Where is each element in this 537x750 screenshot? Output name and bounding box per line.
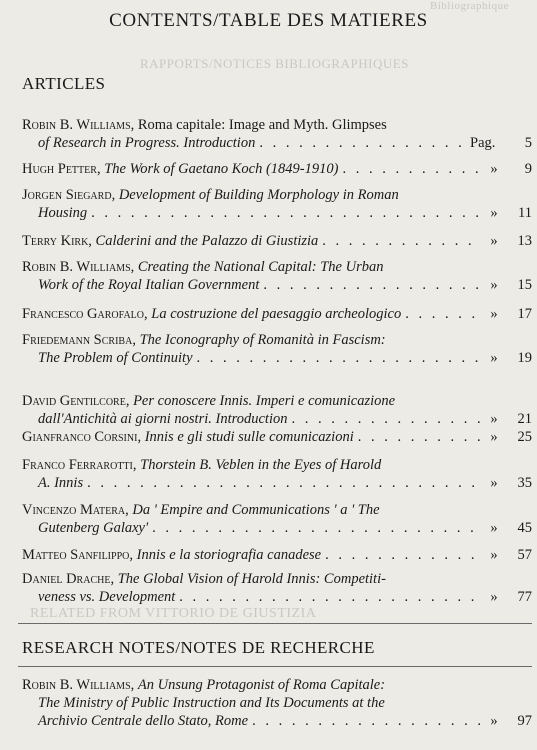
entry-author: Daniel Drache xyxy=(22,571,111,587)
section-heading-articles: ARTICLES xyxy=(22,74,106,93)
bleed-through-text: RELATED FROM VITTORIO DE GIUSTIZIA xyxy=(30,606,317,621)
entry-title: Roma capitale: Image and Myth. Glimpses xyxy=(137,117,387,133)
entry-title: The Global Vision of Harold Innis: Competiti- xyxy=(117,571,386,587)
entry-title: Housing xyxy=(38,205,88,221)
page-number: 11 xyxy=(518,205,532,221)
toc-entry: Terry Kirk , Calderini and the Palazzo di Giustizia . . . » 13 xyxy=(22,232,532,250)
entry-title: Calderini and the Palazzo di Giustizia xyxy=(95,233,319,249)
page-label: » xyxy=(490,233,498,249)
entry-title: The Iconography of Romanità in Fascism: xyxy=(139,332,386,348)
page-number: 21 xyxy=(517,411,532,427)
page-label: Pag. xyxy=(470,135,496,151)
entry-title: Da ' Empire and Communications ' a ' The xyxy=(132,502,380,518)
page-number: 25 xyxy=(517,429,532,445)
page-number: 17 xyxy=(517,306,532,322)
toc-entry: Franco Ferrarotti , Thorstein B. Veblen in the Eyes of Harold A. Innis . . . » 35 xyxy=(22,456,532,492)
page-title: CONTENTS/TABLE DES MATIERES xyxy=(109,10,428,31)
entry-author: Robin B. Williams xyxy=(22,117,131,133)
section-divider xyxy=(18,623,532,624)
entry-title: dall'Antichità ai giorni nostri. Introduction xyxy=(38,411,288,427)
page-label: » xyxy=(490,475,498,491)
page-number: 35 xyxy=(517,475,532,491)
toc-entry: Matteo Sanfilippo , Innis e la storiografia canadese . . . » 57 xyxy=(22,546,532,564)
toc-entry: Jorgen Siegard , Development of Building Morphology in Roman Housing . . . » 11 xyxy=(22,186,532,222)
entry-title: Creating the National Capital: The Urban xyxy=(137,259,384,275)
entry-author: Robin B. Williams xyxy=(22,259,131,275)
entry-title: An Unsung Protagonist of Roma Capitale: xyxy=(137,677,386,693)
toc-entry: David Gentilcore , Per conoscere Innis. Imperi e comunicazione dall'Antichità ai giorni nostri. Introduction . . . » 21 xyxy=(22,392,532,428)
page-label: » xyxy=(490,205,498,221)
toc-entry: Robin B. Williams , An Unsung Protagonist of Roma Capitale: The Ministry of Public Instruction and Its Documents at the Archivio Centrale dello Stato, Rome . . . » 97 xyxy=(22,676,532,730)
entry-title: of Research in Progress. Introduction xyxy=(38,135,256,151)
page-label: » xyxy=(490,277,498,293)
page-label: » xyxy=(490,161,498,177)
entry-author: Francesco Garofalo xyxy=(22,306,144,322)
page-label: » xyxy=(490,589,498,605)
entry-author: Terry Kirk xyxy=(22,233,89,249)
page-label: » xyxy=(490,306,498,322)
entry-title: Development of Building Morphology in Roman xyxy=(118,187,399,203)
page-label: » xyxy=(490,350,498,366)
page-number: 9 xyxy=(524,161,532,177)
page-number: 13 xyxy=(517,233,532,249)
toc-entry: Friedemann Scriba , The Iconography of Romanità in Fascism: The Problem of Continuity . . . » 19 xyxy=(22,331,532,367)
section-heading-research-notes: RESEARCH NOTES/NOTES DE RECHERCHE xyxy=(22,638,375,657)
entry-title: Innis e gli studi sulle comunicazioni xyxy=(144,429,354,445)
section-divider xyxy=(18,666,532,667)
entry-author: Matteo Sanfilippo xyxy=(22,547,130,563)
entry-title: Archivio Centrale dello Stato, Rome xyxy=(38,713,249,729)
entry-title: Gutenberg Galaxy' xyxy=(38,520,149,536)
page-label: » xyxy=(490,520,498,536)
bleed-through-text: RAPPORTS/NOTICES BIBLIOGRAPHIQUES xyxy=(140,56,409,71)
bleed-through-text: Bibliographique xyxy=(430,0,509,12)
toc-entry: Gianfranco Corsini , Innis e gli studi sulle comunicazioni . . . » 25 xyxy=(22,428,532,446)
page-number: 77 xyxy=(517,589,532,605)
entry-author: David Gentilcore xyxy=(22,393,126,409)
toc-entry: Francesco Garofalo , La costruzione del paesaggio archeologico . . . » 17 xyxy=(22,305,532,323)
toc-entry: Daniel Drache , The Global Vision of Harold Innis: Competiti- veness vs. Development . . . » 77 xyxy=(22,570,532,606)
entry-title: A. Innis xyxy=(38,475,84,491)
page-number: 5 xyxy=(524,135,532,151)
entry-author: Robin B. Williams xyxy=(22,677,131,693)
entry-title: La costruzione del paesaggio archeologico xyxy=(151,306,402,322)
toc-entry: Robin B. Williams , Creating the National Capital: The Urban Work of the Royal Italian Government . . . » 15 xyxy=(22,258,532,294)
entry-title: Thorstein B. Veblen in the Eyes of Harold xyxy=(140,457,382,473)
entry-title: Innis e la storiografia canadese xyxy=(136,547,322,563)
toc-entry: Hugh Petter , The Work of Gaetano Koch (1849-1910) . . . » 9 xyxy=(22,160,532,178)
entry-title: The Ministry of Public Instruction and Its Documents at the xyxy=(38,695,385,711)
entry-title: Work of the Royal Italian Government xyxy=(38,277,260,293)
page-number: 45 xyxy=(517,520,532,536)
toc-entry: Vincenzo Matera , Da ' Empire and Communications ' a ' The Gutenberg Galaxy' . . . » 45 xyxy=(22,501,532,537)
page-label: » xyxy=(490,429,498,445)
entry-author: Hugh Petter xyxy=(22,161,97,177)
entry-title: Per conoscere Innis. Imperi e comunicazione xyxy=(133,393,396,409)
page-label: » xyxy=(490,411,498,427)
entry-author: Vincenzo Matera xyxy=(22,502,126,518)
entry-author: Friedemann Scriba xyxy=(22,332,133,348)
page-number: 97 xyxy=(517,713,532,729)
entry-title: The Problem of Continuity xyxy=(38,350,193,366)
page-number: 57 xyxy=(517,547,532,563)
page-label: » xyxy=(490,713,498,729)
page-label: » xyxy=(490,547,498,563)
entry-author: Jorgen Siegard xyxy=(22,187,112,203)
entry-title: The Work of Gaetano Koch (1849-1910) xyxy=(104,161,339,177)
entry-author: Franco Ferrarotti xyxy=(22,457,133,473)
entry-author: Gianfranco Corsini xyxy=(22,429,138,445)
page-number: 19 xyxy=(517,350,532,366)
entry-title: veness vs. Development xyxy=(38,589,176,605)
toc-entry: Robin B. Williams , Roma capitale: Image and Myth. Glimpses of Research in Progress. Introduction . . . Pag. 5 xyxy=(22,116,532,152)
page-number: 15 xyxy=(517,277,532,293)
